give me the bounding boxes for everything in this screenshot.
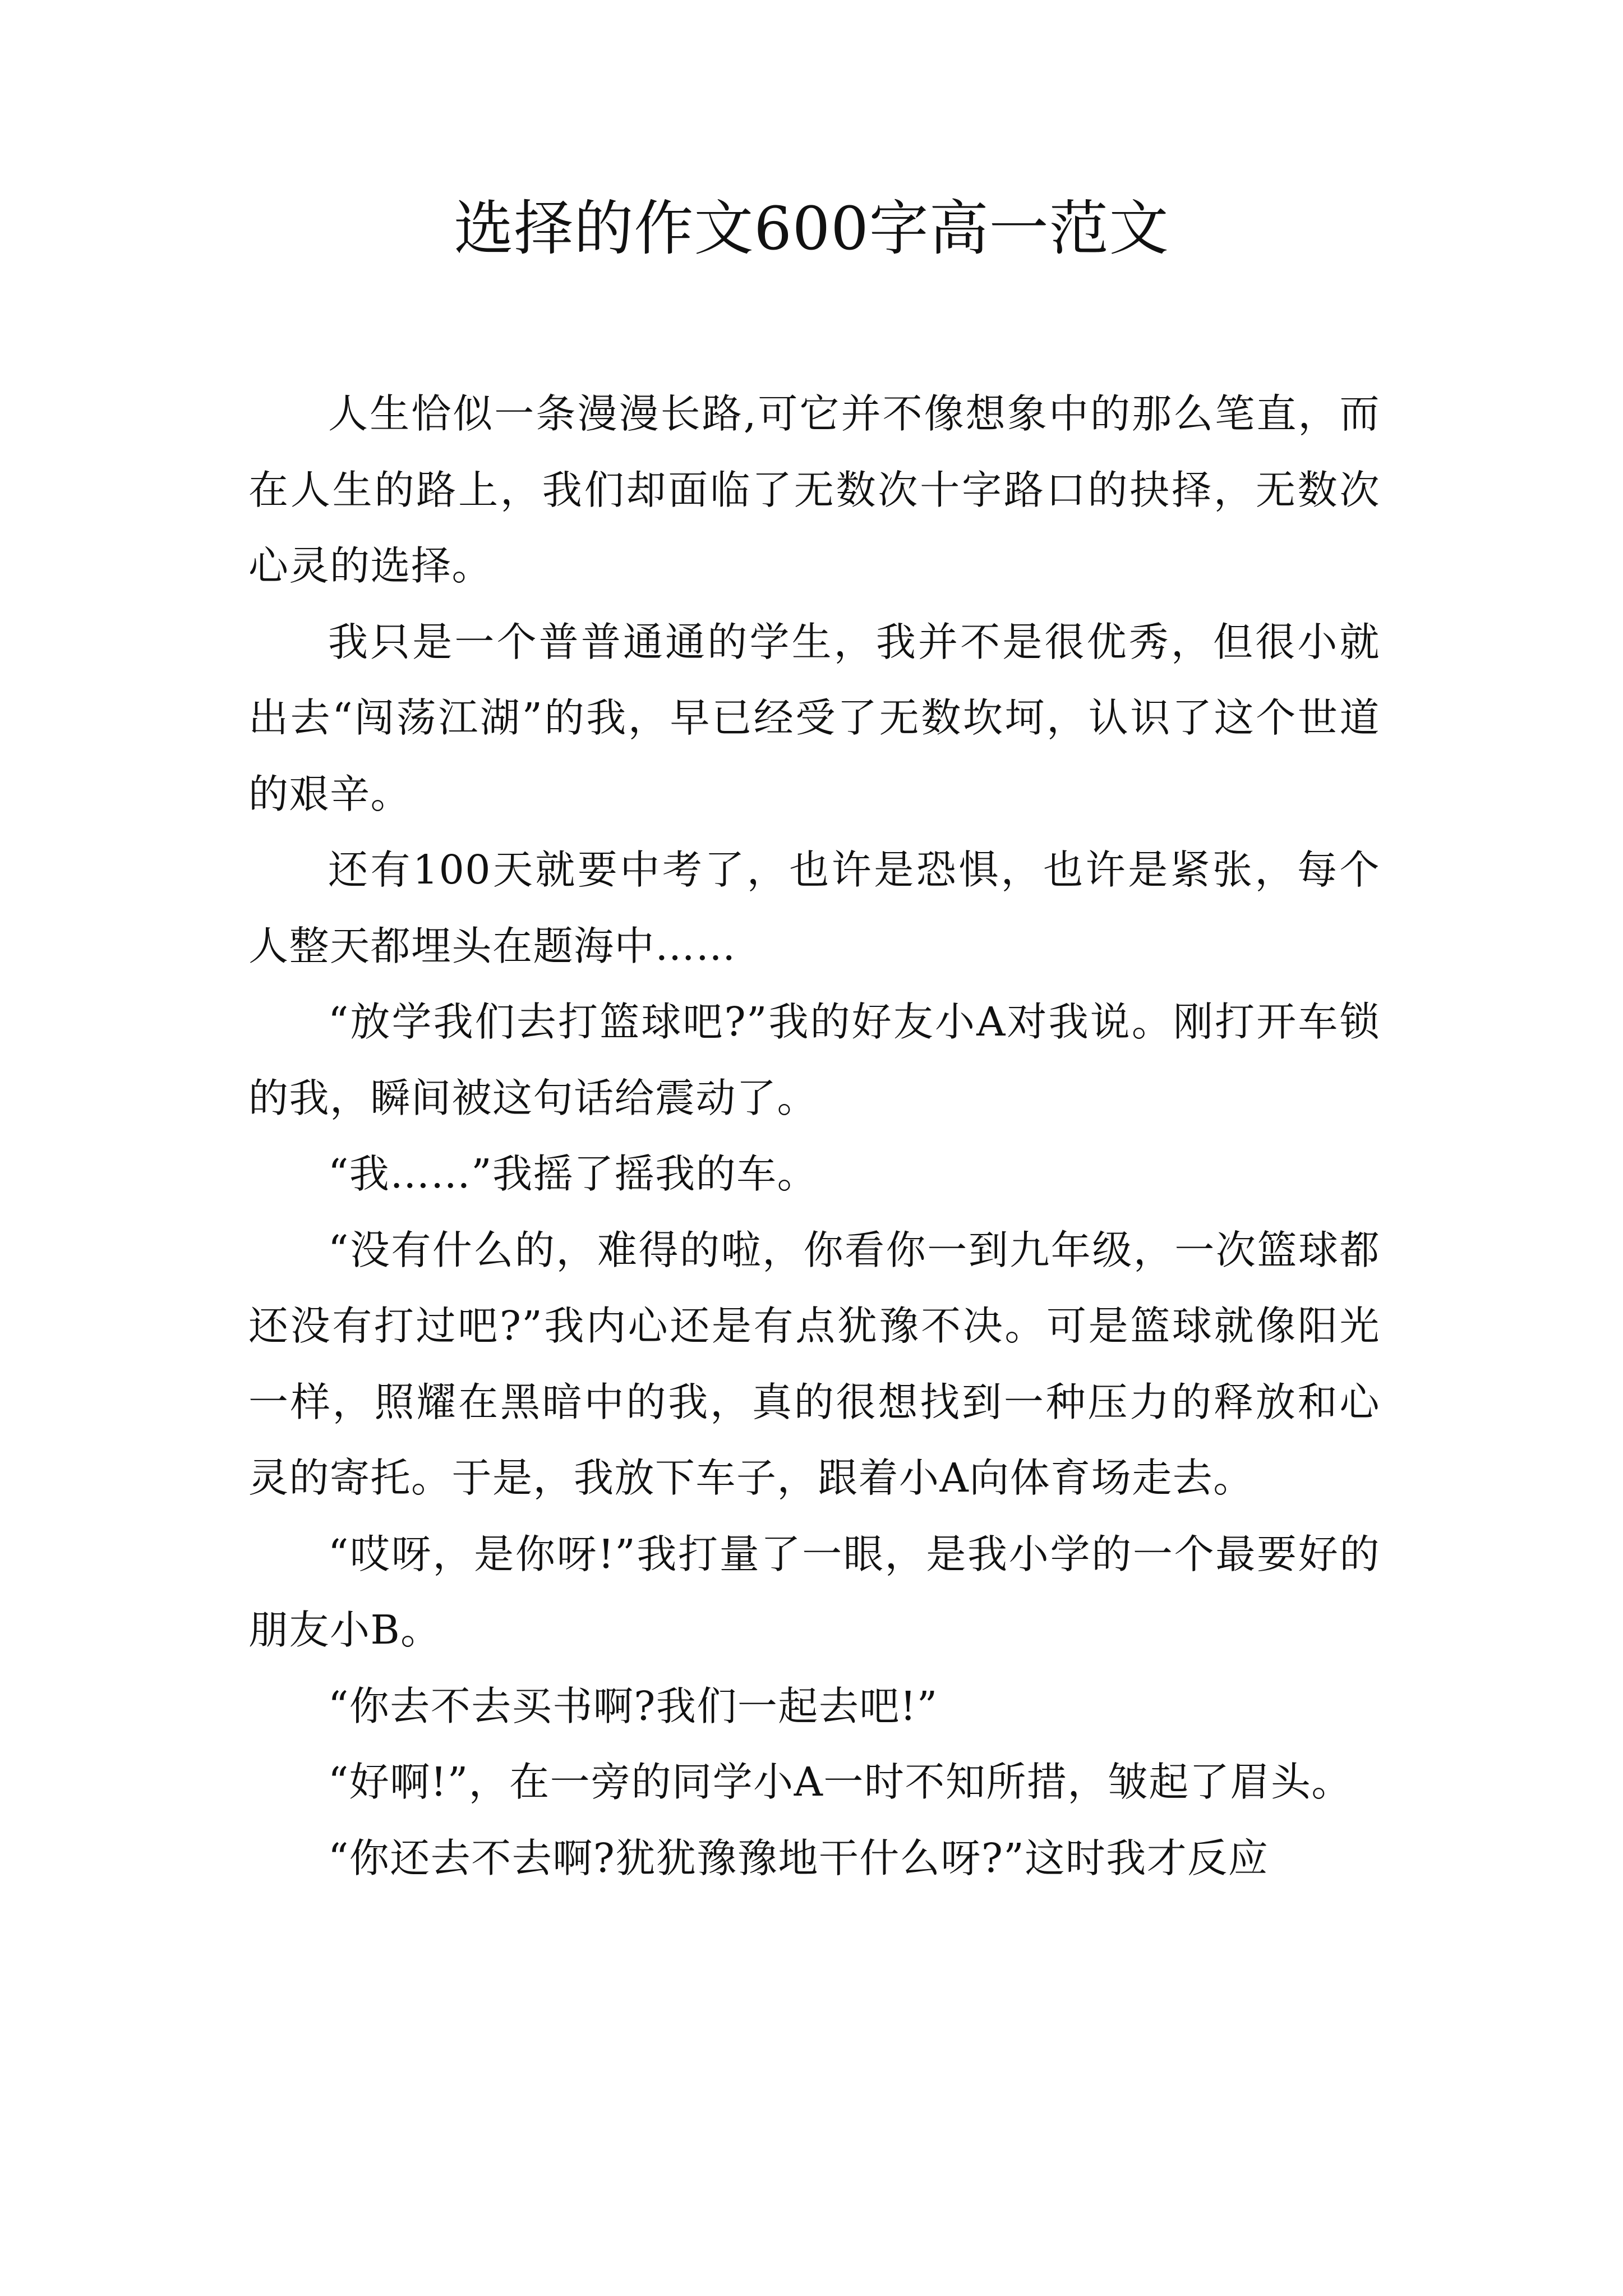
paragraph: “你还去不去啊?犹犹豫豫地干什么呀?”这时我才反应	[328, 1834, 1269, 1881]
paragraph: “我……”我摇了摇我的车。	[328, 1151, 818, 1197]
paragraph: “哎呀，是你呀!”我打量了一眼，是我小学的一个最要好的朋友小B。	[248, 1530, 1380, 1653]
paragraph: “放学我们去打篮球吧?”我的好友小A对我说。刚打开车锁的我，瞬间被这句话给震动了。	[248, 999, 1380, 1121]
document-body	[248, 376, 1380, 1896]
paragraph: 还有100天就要中考了，也许是恐惧，也许是紧张，每个人整天都埋头在题海中……	[248, 846, 1380, 969]
document-title: 选择的作文600字高一范文	[454, 194, 1169, 263]
paragraph: “你去不去买书啊?我们一起去吧!”	[328, 1682, 938, 1729]
paragraph: 人生恰似一条漫漫长路,可它并不像想象中的那么笔直，而在人生的路上，我们却面临了无数次十字路口的抉择，无数次心灵的选择。	[248, 390, 1380, 589]
paragraph: “没有什么的，难得的啦，你看你一到九年级，一次篮球都还没有打过吧?”我内心还是有点犹豫不决。可是篮球就像阳光一样，照耀在黑暗中的我，真的很想找到一种压力的释放和心灵的寄托。于是，我放下车子，跟着小A向体育场走去。	[248, 1226, 1380, 1501]
paragraph: “好啊!”，在一旁的同学小A一时不知所措，皱起了眉头。	[328, 1759, 1352, 1805]
paragraph: 我只是一个普普通通的学生，我并不是很优秀，但很小就出去“闯荡江湖”的我，早已经受了无数坎坷，认识了这个世道的艰辛。	[248, 618, 1380, 817]
